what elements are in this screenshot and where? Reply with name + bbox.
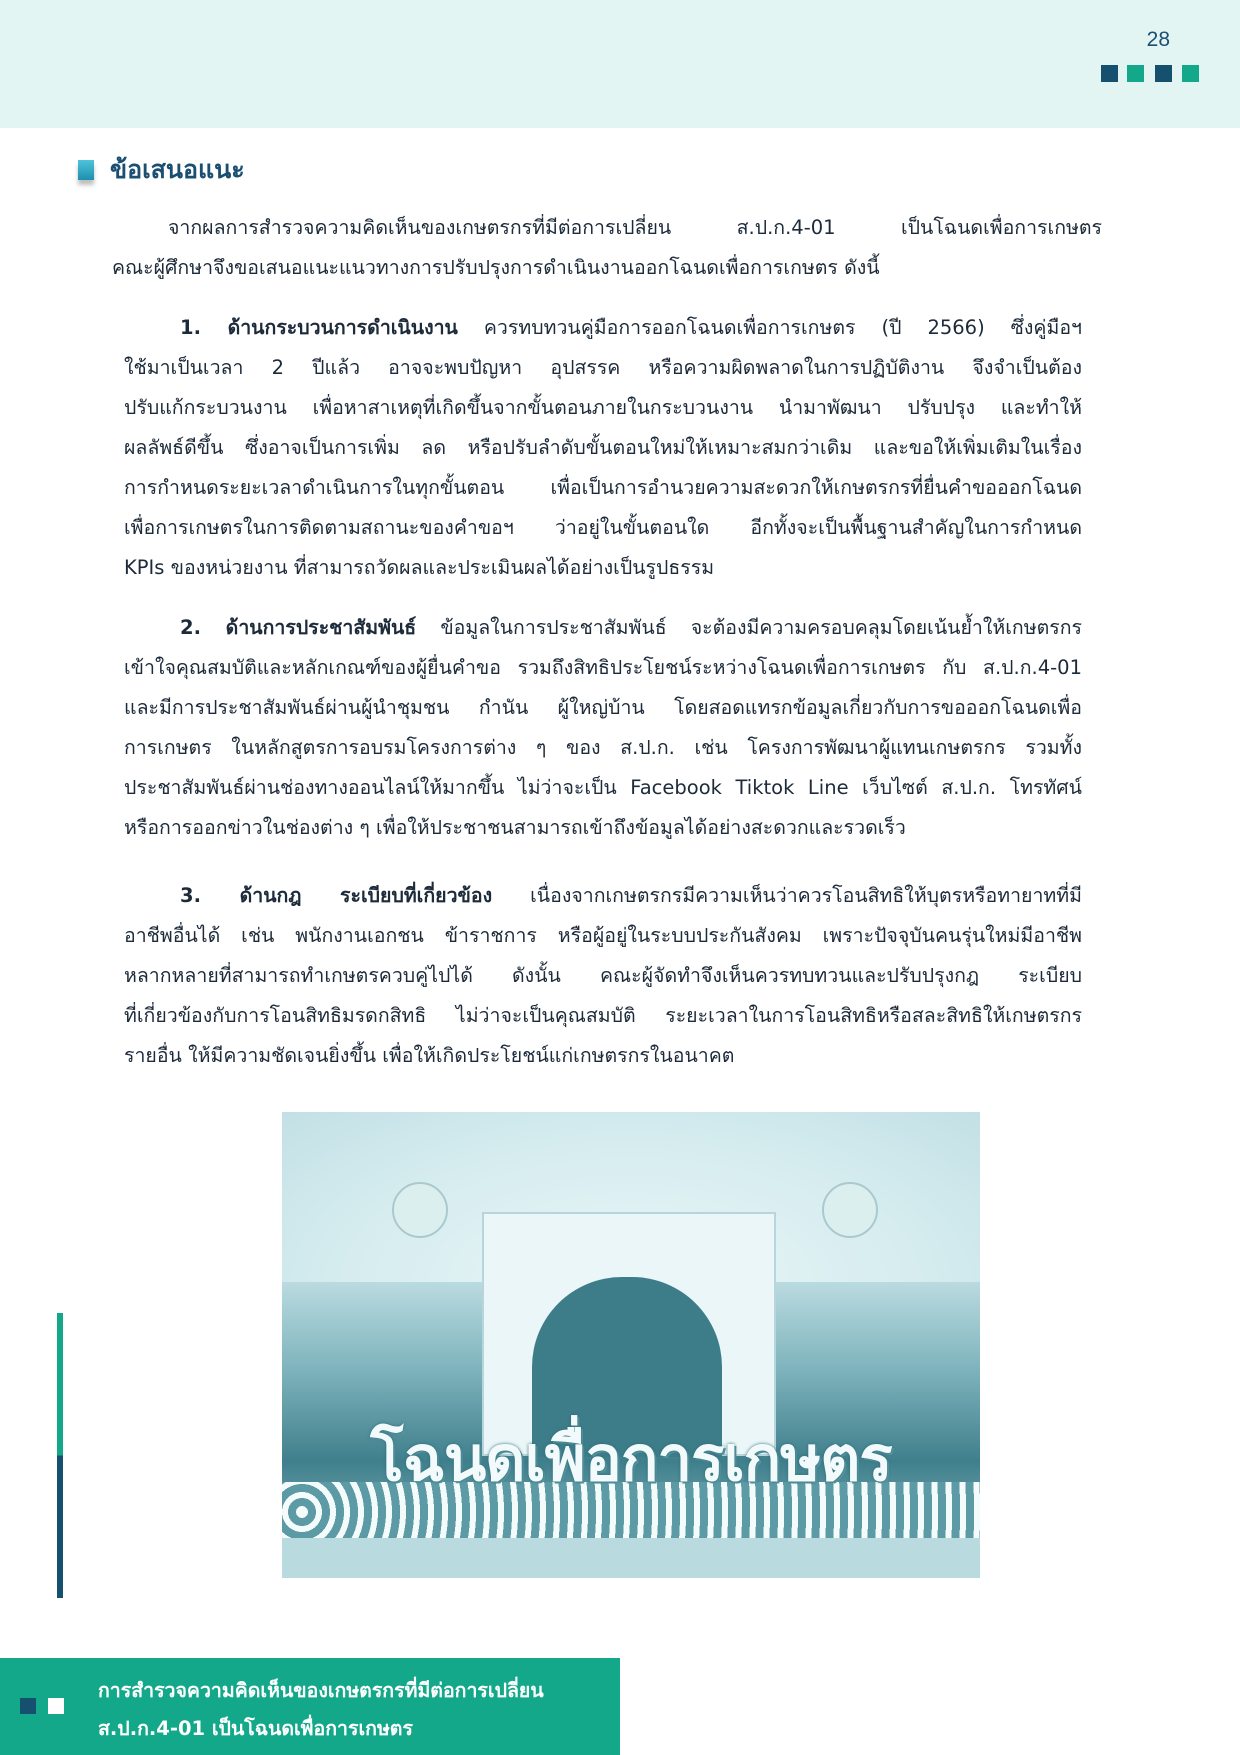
footer-square xyxy=(20,1698,36,1714)
text-line xyxy=(124,608,1082,648)
page-header-band xyxy=(0,0,1240,128)
text-line xyxy=(124,308,1082,348)
text-line: รายอื่น ให้มีความชัดเจนยิ่งขึ้น เพื่อให้เกิดประโยชน์แก่เกษตรกรในอนาคต xyxy=(124,1044,735,1067)
text-line: ที่เกี่ยวข้องกับการโอนสิทธิมรดกสิทธิ ไม่ว่าจะเป็นคุณสมบัติ ระยะเวลาในการโอนสิทธิหรือสละสิทธิให้เกษตรกร xyxy=(124,1004,1082,1027)
photo-ground xyxy=(282,1538,980,1578)
text-line: KPIs ของหน่วยงาน ที่สามารถวัดผลและประเมินผลได้อย่างเป็นรูปธรรม xyxy=(124,556,715,579)
seal-emblem-icon xyxy=(392,1182,448,1238)
text-line: ใช้มาเป็นเวลา 2 ปีแล้ว อาจจะพบปัญหา อุปสรรค หรือความผิดพลาดในการปฏิบัติงาน จึงจำเป็นต้อง xyxy=(124,356,1082,379)
decor-square xyxy=(1101,65,1118,82)
item-title: 2. ด้านการประชาสัมพันธ์ xyxy=(180,616,417,639)
text-line: การกำหนดระยะเวลาดำเนินการในทุกขั้นตอน เพื่อเป็นการอำนวยความสะดวกให้เกษตรกรที่ยื่นคำขอออกโฉนด xyxy=(124,476,1082,499)
event-photo xyxy=(282,1112,980,1578)
text-line: ผลลัพธ์ดีขึ้น ซึ่งอาจเป็นการเพิ่ม ลด หรือปรับลำดับขั้นตอนใหม่ให้เหมาะสมกว่าเดิม และขอให้เพิ่มเติมในเรื่อง xyxy=(124,436,1082,459)
heading-bullet-icon xyxy=(78,160,94,180)
intro-paragraph xyxy=(112,208,1102,288)
text-line: เพื่อการเกษตรในการติดตามสถานะของคำขอฯ ว่าอยู่ในขั้นตอนใด อีกทั้งจะเป็นพื้นฐานสำคัญในการกำหนด xyxy=(124,516,1082,539)
decor-square xyxy=(1127,65,1144,82)
text-line xyxy=(124,876,1082,916)
side-accent-bar xyxy=(57,1313,63,1598)
text-line: ปรับแก้กระบวนงาน เพื่อหาสาเหตุที่เกิดขึ้นจากขั้นตอนภายในกระบวนงาน นำมาพัฒนา ปรับปรุง และทำให้ xyxy=(124,396,1082,419)
text-line: และมีการประชาสัมพันธ์ผ่านผู้นำชุมชน กำนัน ผู้ใหญ่บ้าน โดยสอดแทรกข้อมูลเกี่ยวกับการขอออกโฉนดเพื่อ xyxy=(124,696,1082,719)
section-heading xyxy=(78,150,245,190)
recommendation-3 xyxy=(124,876,1082,1076)
text-line: เข้าใจคุณสมบัติและหลักเกณฑ์ของผู้ยื่นคำขอ รวมถึงสิทธิประโยชน์ระหว่างโฉนดเพื่อการเกษตร กับ ส.ป.ก.4-01 xyxy=(124,656,1082,679)
item-title: 1. ด้านกระบวนการดำเนินงาน xyxy=(180,316,458,339)
text-line: หรือการออกข่าวในช่องต่าง ๆ เพื่อให้ประชาชนสามารถเข้าถึงข้อมูลได้อย่างสะดวกและรวดเร็ว xyxy=(124,816,906,839)
text-line: ประชาสัมพันธ์ผ่านช่องทางออนไลน์ให้มากขึ้น ไม่ว่าจะเป็น Facebook Tiktok Line เว็บไซต์ ส.ป.ก. โทรทัศน์ xyxy=(124,776,1082,799)
footer-line: ส.ป.ก.4-01 เป็นโฉนดเพื่อการเกษตร xyxy=(98,1717,413,1740)
item-text: เนื่องจากเกษตรกรมีความเห็นว่าควรโอนสิทธิให้บุตรหรือทายาทที่มี xyxy=(492,884,1082,907)
text-line: การเกษตร ในหลักสูตรการอบรมโครงการต่าง ๆ ของ ส.ป.ก. เช่น โครงการพัฒนาผู้แทนเกษตรกร รวมทั้ง xyxy=(124,736,1082,759)
decor-square xyxy=(1155,65,1172,82)
text-line: หลากหลายที่สามารถทำเกษตรควบคู่ไปได้ ดังนั้น คณะผู้จัดทำจึงเห็นควรทบทวนและปรับปรุงกฎ ระเบียบ xyxy=(124,964,1082,987)
item-text: ควรทบทวนคู่มือการออกโฉนดเพื่อการเกษตร (ปี 2566) ซึ่งคู่มือฯ xyxy=(457,316,1082,339)
item-text: ข้อมูลในการประชาสัมพันธ์ จะต้องมีความครอบคลุมโดยเน้นย้ำให้เกษตรกร xyxy=(416,616,1082,639)
section-title: ข้อเสนอแนะ xyxy=(110,155,245,184)
recommendation-1 xyxy=(124,308,1082,588)
photo-sign-text: โฉนดเพื่อการเกษตร xyxy=(370,1422,892,1495)
recommendation-2 xyxy=(124,608,1082,848)
seal-emblem-icon xyxy=(822,1182,878,1238)
decor-square xyxy=(1182,65,1199,82)
footer-title xyxy=(98,1672,544,1748)
page-number: 28 xyxy=(1146,28,1170,51)
footer-line: การสำรวจความคิดเห็นของเกษตรกรที่มีต่อการเปลี่ยน xyxy=(98,1679,544,1702)
text-line: อาชีพอื่นได้ เช่น พนักงานเอกชน ข้าราชการ หรือผู้อยู่ในระบบประกันสังคม เพราะปัจจุบันคนรุ่นใหม่มีอาชีพ xyxy=(124,924,1082,947)
footer-square xyxy=(48,1698,64,1714)
text-line: คณะผู้ศึกษาจึงขอเสนอแนะแนวทางการปรับปรุงการดำเนินงานออกโฉนดเพื่อการเกษตร ดังนี้ xyxy=(112,256,880,279)
text-line: จากผลการสำรวจความคิดเห็นของเกษตรกรที่มีต่อการเปลี่ยน ส.ป.ก.4-01 เป็นโฉนดเพื่อการเกษตร xyxy=(168,216,1102,239)
item-title: 3. ด้านกฎ ระเบียบที่เกี่ยวข้อง xyxy=(180,884,493,907)
